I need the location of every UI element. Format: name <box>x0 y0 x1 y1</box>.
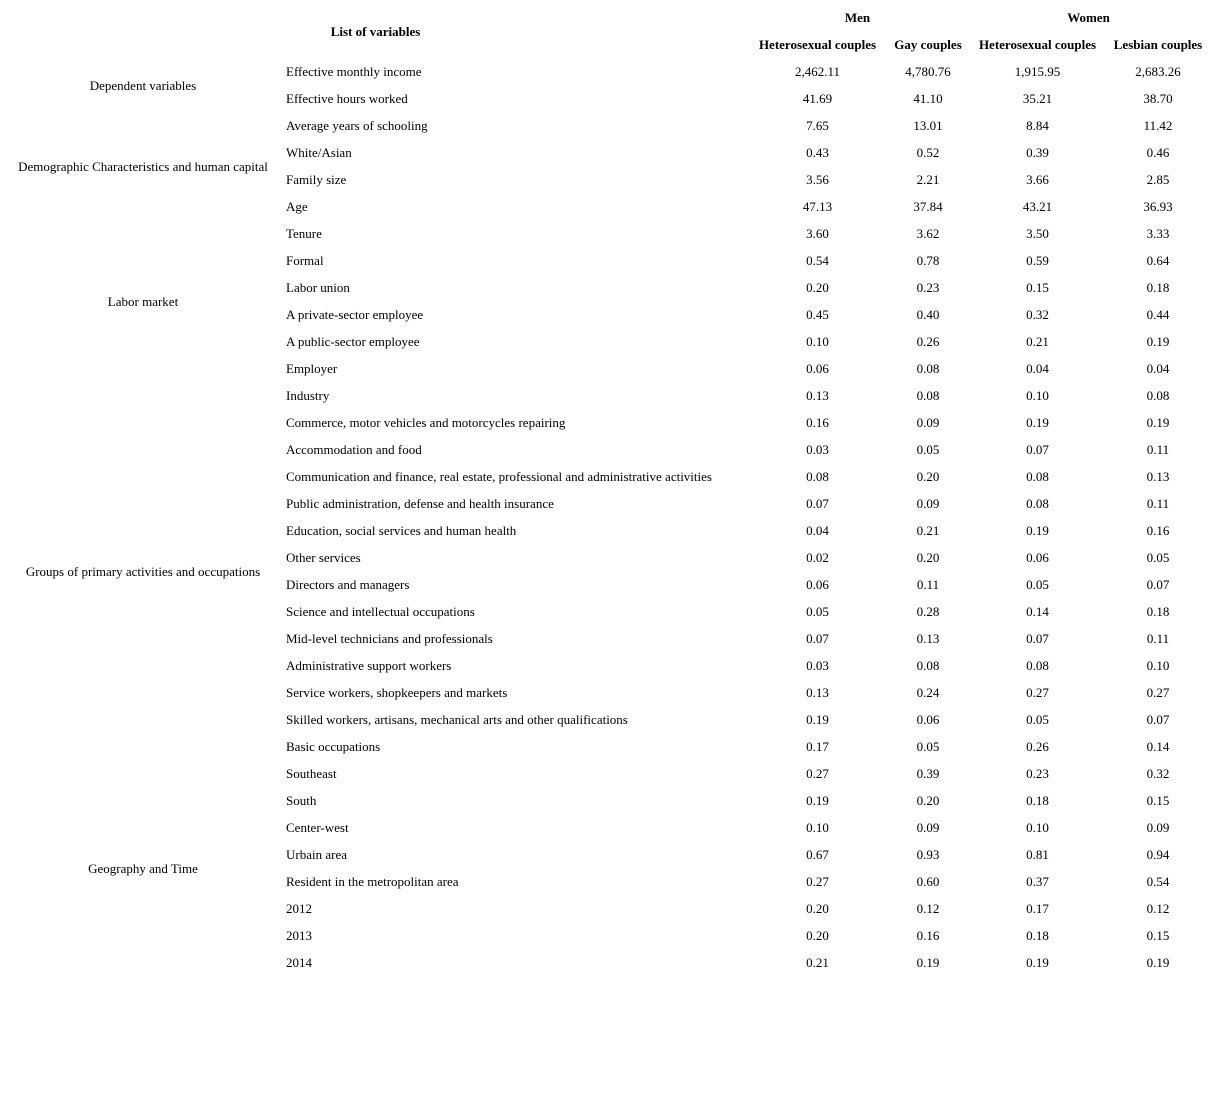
women-heterosexual-value: 0.27 <box>1026 685 1049 700</box>
women-heterosexual-value: 0.19 <box>1026 523 1049 538</box>
women-lesbian-value: 0.11 <box>1146 496 1170 511</box>
men-heterosexual-value: 0.20 <box>806 928 829 943</box>
men-gay-value: 2.21 <box>916 172 940 187</box>
men-gay-value: 0.52 <box>916 145 940 160</box>
women-lesbian-value: 0.19 <box>1146 334 1170 349</box>
women-lesbian-value: 0.12 <box>1146 901 1170 916</box>
men-heterosexual-value: 0.17 <box>806 739 829 754</box>
women-lesbian-value: 0.07 <box>1146 577 1170 592</box>
variable-name: Labor union <box>286 280 350 295</box>
women-lesbian-value: 2,683.26 <box>1135 64 1181 79</box>
women-lesbian-value: 0.46 <box>1146 145 1170 160</box>
men-heterosexual-value: 0.43 <box>806 145 829 160</box>
men-heterosexual-value: 0.10 <box>806 334 829 349</box>
women-lesbian-value: 2.85 <box>1146 172 1170 187</box>
women-heterosexual-value: 8.84 <box>1026 118 1049 133</box>
men-gay-value: 0.26 <box>916 334 940 349</box>
women-heterosexual-value: 0.19 <box>1026 955 1049 970</box>
men-gay-value: 0.13 <box>916 631 940 646</box>
men-heterosexual-value: 0.08 <box>806 469 829 484</box>
men-heterosexual-value: 0.03 <box>806 442 829 457</box>
men-gay-value: 0.16 <box>916 928 940 943</box>
header-row-top <box>4 4 1209 31</box>
table-header <box>4 4 1209 58</box>
variable-name: Employer <box>286 361 338 376</box>
women-lesbian-value: 0.05 <box>1146 550 1170 565</box>
variable-name: Commerce, motor vehicles and motorcycles repairing <box>286 415 566 430</box>
women-lesbian-value: 0.27 <box>1146 685 1170 700</box>
women-lesbian-value: 11.42 <box>1143 118 1173 133</box>
group-label: Groups of primary activities and occupations <box>25 563 261 579</box>
women-heterosexual-value: 3.50 <box>1026 226 1049 241</box>
variable-name: Communication and finance, real estate, professional and administrative activities <box>286 469 712 484</box>
variable-name: Center-west <box>286 820 349 835</box>
women-lesbian-value: 0.44 <box>1146 307 1170 322</box>
men-gay-value: 0.12 <box>916 901 940 916</box>
women-heterosexual-value: 0.18 <box>1026 928 1049 943</box>
women-heterosexual-value: 0.04 <box>1026 361 1049 376</box>
variable-name: Service workers, shopkeepers and markets <box>286 685 508 700</box>
women-lesbian-value: 0.64 <box>1146 253 1170 268</box>
table-row <box>4 760 1209 787</box>
women-heterosexual-value: 0.23 <box>1026 766 1049 781</box>
women-lesbian-value: 0.10 <box>1146 658 1170 673</box>
women-lesbian-value: 0.32 <box>1146 766 1170 781</box>
variable-name: Urbain area <box>286 847 347 862</box>
women-lesbian-value: 0.54 <box>1146 874 1170 889</box>
variable-name: Skilled workers, artisans, mechanical arts and other qualifications <box>286 712 628 727</box>
men-heterosexual-value: 0.06 <box>806 361 829 376</box>
women-lesbian-value: 0.16 <box>1146 523 1170 538</box>
men-gay-value: 0.20 <box>916 550 940 565</box>
variable-name: Directors and managers <box>286 577 410 592</box>
women-heterosexual-value: 0.32 <box>1026 307 1049 322</box>
men-gay-value: 0.20 <box>916 793 940 808</box>
group-label: Labor market <box>107 293 179 309</box>
men-heterosexual-value: 0.16 <box>806 415 829 430</box>
men-gay-value: 0.05 <box>916 442 940 457</box>
women-lesbian-value: 0.94 <box>1146 847 1170 862</box>
men-gay-value: 3.62 <box>916 226 940 241</box>
men-heterosexual-value: 3.56 <box>806 172 829 187</box>
group-label: Dependent variables <box>89 77 197 93</box>
variable-name: Public administration, defense and health insurance <box>286 496 554 511</box>
women-heterosexual-header: Heterosexual couples <box>978 37 1097 52</box>
men-gay-value: 0.23 <box>916 280 940 295</box>
men-heterosexual-value: 0.20 <box>806 901 829 916</box>
women-lesbian-value: 0.15 <box>1146 793 1170 808</box>
women-lesbian-value: 0.18 <box>1146 604 1170 619</box>
women-lesbian-value: 0.04 <box>1146 361 1170 376</box>
men-gay-value: 0.08 <box>916 658 940 673</box>
men-heterosexual-value: 7.65 <box>806 118 829 133</box>
women-lesbian-value: 0.14 <box>1146 739 1170 754</box>
variable-name: Formal <box>286 253 324 268</box>
women-heterosexual-value: 3.66 <box>1026 172 1049 187</box>
men-gay-value: 0.28 <box>916 604 940 619</box>
women-lesbian-value: 0.09 <box>1146 820 1170 835</box>
men-gay-value: 0.06 <box>916 712 940 727</box>
variable-name: A public-sector employee <box>286 334 420 349</box>
women-lesbian-header: Lesbian couples <box>1113 37 1203 52</box>
group-label: Geography and Time <box>88 860 198 876</box>
men-header: Men <box>844 10 871 25</box>
women-lesbian-value: 0.15 <box>1146 928 1170 943</box>
men-heterosexual-value: 0.13 <box>806 388 829 403</box>
women-heterosexual-value: 0.18 <box>1026 793 1049 808</box>
variable-name: Industry <box>286 388 330 403</box>
women-heterosexual-value: 0.15 <box>1026 280 1049 295</box>
men-gay-value: 0.09 <box>916 496 940 511</box>
men-heterosexual-value: 0.03 <box>806 658 829 673</box>
women-heterosexual-value: 0.14 <box>1026 604 1049 619</box>
men-heterosexual-value: 0.07 <box>806 631 829 646</box>
men-gay-value: 4,780.76 <box>905 64 951 79</box>
men-heterosexual-value: 0.27 <box>806 766 829 781</box>
men-gay-value: 41.10 <box>913 91 943 106</box>
variable-name: Resident in the metropolitan area <box>286 874 459 889</box>
men-heterosexual-value: 0.45 <box>806 307 829 322</box>
women-lesbian-value: 0.13 <box>1146 469 1170 484</box>
men-gay-value: 0.09 <box>916 415 940 430</box>
women-heterosexual-value: 0.06 <box>1026 550 1049 565</box>
variable-name: Accommodation and food <box>286 442 422 457</box>
men-gay-value: 0.78 <box>916 253 940 268</box>
variable-name: 2012 <box>286 901 312 916</box>
variable-name: Basic occupations <box>286 739 381 754</box>
women-lesbian-value: 36.93 <box>1143 199 1173 214</box>
men-heterosexual-value: 47.13 <box>802 199 833 214</box>
table-row <box>4 382 1209 409</box>
men-heterosexual-header: Heterosexual couples <box>758 37 877 52</box>
variable-name: Mid-level technicians and professionals <box>286 631 493 646</box>
variable-name: Administrative support workers <box>286 658 452 673</box>
men-gay-value: 0.19 <box>916 955 940 970</box>
men-gay-value: 0.09 <box>916 820 940 835</box>
women-lesbian-value: 0.19 <box>1146 955 1170 970</box>
variable-name: 2013 <box>286 928 312 943</box>
men-heterosexual-value: 0.19 <box>806 793 829 808</box>
men-heterosexual-value: 0.67 <box>806 847 829 862</box>
women-heterosexual-value: 0.05 <box>1026 712 1049 727</box>
women-lesbian-value: 0.07 <box>1146 712 1170 727</box>
men-gay-value: 13.01 <box>913 118 943 133</box>
table-row <box>4 220 1209 247</box>
men-gay-header: Gay couples <box>894 37 962 52</box>
variable-name: 2014 <box>286 955 312 970</box>
women-heterosexual-value: 1,915.95 <box>1014 64 1061 79</box>
women-heterosexual-value: 0.07 <box>1026 631 1049 646</box>
variable-name: South <box>286 793 317 808</box>
men-heterosexual-value: 0.04 <box>806 523 829 538</box>
variable-name: Education, social services and human health <box>286 523 517 538</box>
women-lesbian-value: 38.70 <box>1143 91 1173 106</box>
men-gay-value: 0.11 <box>916 577 940 592</box>
women-heterosexual-value: 0.21 <box>1026 334 1049 349</box>
women-heterosexual-value: 0.10 <box>1026 388 1049 403</box>
women-heterosexual-value: 43.21 <box>1022 199 1053 214</box>
women-heterosexual-value: 0.19 <box>1026 415 1049 430</box>
men-gay-value: 0.08 <box>916 388 940 403</box>
variable-name: Age <box>286 199 308 214</box>
table-body <box>4 58 1209 976</box>
men-gay-value: 0.40 <box>916 307 940 322</box>
women-heterosexual-value: 0.10 <box>1026 820 1049 835</box>
descriptive-statistics-table <box>4 4 1209 976</box>
women-lesbian-value: 0.11 <box>1146 631 1170 646</box>
women-heterosexual-value: 0.07 <box>1026 442 1049 457</box>
men-heterosexual-value: 0.02 <box>806 550 829 565</box>
women-lesbian-value: 0.18 <box>1146 280 1170 295</box>
women-heterosexual-value: 0.26 <box>1026 739 1049 754</box>
men-heterosexual-value: 0.54 <box>806 253 829 268</box>
men-gay-value: 0.39 <box>916 766 940 781</box>
men-gay-value: 0.93 <box>916 847 940 862</box>
women-heterosexual-value: 0.08 <box>1026 496 1049 511</box>
variable-name: Other services <box>286 550 361 565</box>
women-heterosexual-value: 0.59 <box>1026 253 1049 268</box>
variable-name: White/Asian <box>286 145 352 160</box>
women-heterosexual-value: 0.37 <box>1026 874 1049 889</box>
women-lesbian-value: 0.19 <box>1146 415 1170 430</box>
men-heterosexual-value: 0.13 <box>806 685 829 700</box>
men-heterosexual-value: 0.19 <box>806 712 829 727</box>
men-heterosexual-value: 0.10 <box>806 820 829 835</box>
men-heterosexual-value: 0.27 <box>806 874 829 889</box>
men-gay-value: 37.84 <box>913 199 943 214</box>
variable-name: Average years of schooling <box>286 118 428 133</box>
variable-name: Southeast <box>286 766 337 781</box>
men-gay-value: 0.05 <box>916 739 940 754</box>
women-lesbian-value: 0.11 <box>1146 442 1170 457</box>
men-heterosexual-value: 0.20 <box>806 280 829 295</box>
men-heterosexual-value: 41.69 <box>802 91 833 106</box>
women-lesbian-value: 3.33 <box>1146 226 1170 241</box>
women-heterosexual-value: 0.05 <box>1026 577 1049 592</box>
men-heterosexual-value: 0.05 <box>806 604 829 619</box>
variable-name: Effective monthly income <box>286 64 422 79</box>
women-lesbian-value: 0.08 <box>1146 388 1170 403</box>
variable-name: Science and intellectual occupations <box>286 604 475 619</box>
women-heterosexual-value: 35.21 <box>1022 91 1053 106</box>
list-of-variables-header: List of variables <box>330 23 421 39</box>
women-heterosexual-value: 0.81 <box>1026 847 1049 862</box>
variable-name: Family size <box>286 172 347 187</box>
men-gay-value: 0.24 <box>916 685 940 700</box>
table-row <box>4 58 1209 85</box>
variable-name: A private-sector employee <box>286 307 424 322</box>
men-gay-value: 0.20 <box>916 469 940 484</box>
men-heterosexual-value: 0.06 <box>806 577 829 592</box>
men-heterosexual-value: 2,462.11 <box>794 64 841 79</box>
women-heterosexual-value: 0.17 <box>1026 901 1049 916</box>
variable-name: Tenure <box>286 226 322 241</box>
women-heterosexual-value: 0.39 <box>1026 145 1049 160</box>
women-heterosexual-value: 0.08 <box>1026 469 1049 484</box>
variable-name: Effective hours worked <box>286 91 408 106</box>
group-label: Demographic Characteristics and human capital <box>18 158 268 174</box>
men-gay-value: 0.08 <box>916 361 940 376</box>
women-header: Women <box>1067 10 1110 25</box>
men-heterosexual-value: 3.60 <box>806 226 829 241</box>
table-row <box>4 112 1209 139</box>
men-gay-value: 0.60 <box>916 874 940 889</box>
men-heterosexual-value: 0.21 <box>806 955 829 970</box>
women-heterosexual-value: 0.08 <box>1026 658 1049 673</box>
men-gay-value: 0.21 <box>916 523 940 538</box>
men-heterosexual-value: 0.07 <box>806 496 829 511</box>
